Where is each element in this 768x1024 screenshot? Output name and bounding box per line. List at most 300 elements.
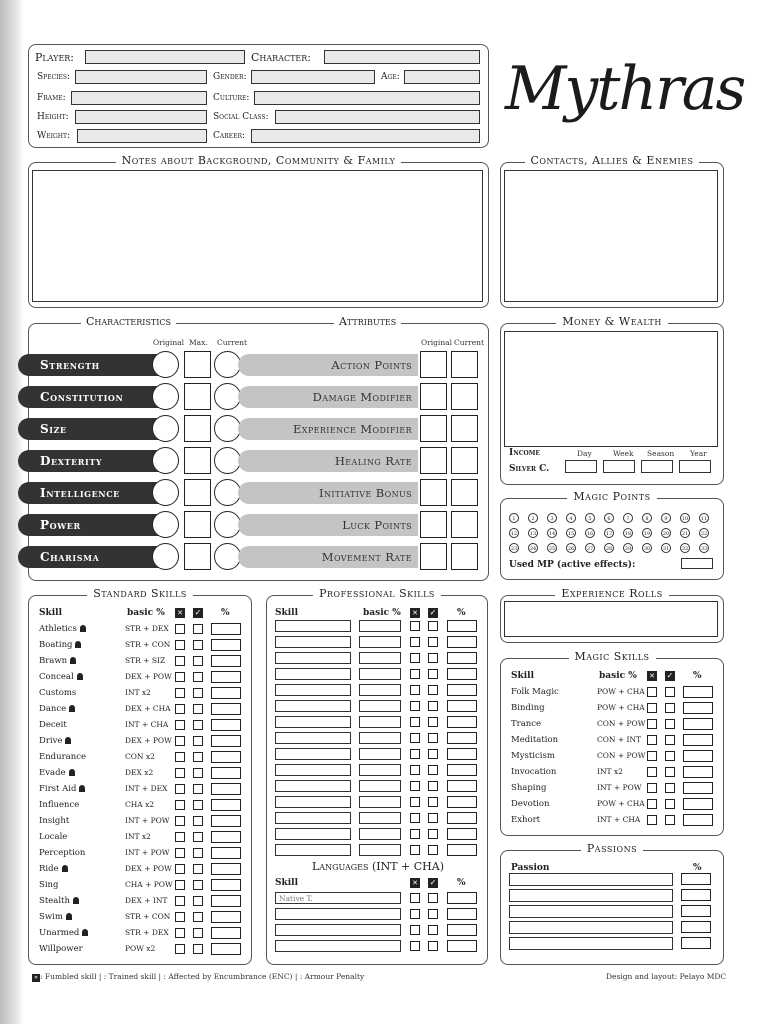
skill-percent-field[interactable]	[211, 943, 241, 955]
fumbled-checkbox[interactable]	[175, 768, 185, 778]
culture-label: Culture:	[213, 93, 250, 103]
skill-percent-field[interactable]	[211, 735, 241, 747]
skill-percent-field[interactable]	[211, 863, 241, 875]
trained-checkbox[interactable]	[193, 800, 203, 810]
skill-percent-field[interactable]	[211, 639, 241, 651]
characteristic-max-field[interactable]	[184, 351, 211, 378]
attribute-current-field[interactable]	[451, 351, 478, 378]
attribute-original-field[interactable]	[420, 447, 447, 474]
skill-percent-field[interactable]	[211, 927, 241, 939]
skill-percent-field[interactable]	[211, 895, 241, 907]
trained-checkbox[interactable]	[428, 845, 438, 855]
professional-skill-basic-field[interactable]	[359, 716, 401, 728]
skill-percent-field[interactable]	[447, 780, 477, 792]
skill-percent-field[interactable]	[447, 748, 477, 760]
characteristic-max-field[interactable]	[184, 447, 211, 474]
magic-point-circle[interactable]: 5	[585, 513, 595, 523]
experience-rolls-field[interactable]	[504, 601, 718, 637]
trained-checkbox[interactable]	[428, 829, 438, 839]
trained-checkbox[interactable]	[428, 893, 438, 903]
fumbled-checkbox[interactable]	[647, 735, 657, 745]
magic-point-circle[interactable]: 32	[680, 543, 690, 553]
fumbled-checkbox[interactable]	[647, 783, 657, 793]
magic-point-circle[interactable]: 7	[623, 513, 633, 523]
magic-point-circle[interactable]: 30	[642, 543, 652, 553]
standard-skill-row	[39, 704, 75, 720]
magic-point-circle[interactable]: 3	[547, 513, 557, 523]
attribute-original-field[interactable]	[420, 351, 447, 378]
used-mp-field[interactable]	[681, 558, 713, 569]
skill-percent-field[interactable]	[211, 623, 241, 635]
language-name-field[interactable]	[275, 908, 401, 920]
skill-percent-field[interactable]	[683, 686, 713, 698]
trained-checkbox[interactable]	[665, 815, 675, 825]
skill-percent-field[interactable]	[683, 718, 713, 730]
fumbled-checkbox[interactable]	[410, 781, 420, 791]
professional-skill-name-field[interactable]	[275, 620, 351, 632]
professional-skill-name-field[interactable]	[275, 636, 351, 648]
magic-point-circle[interactable]: 15	[566, 528, 576, 538]
skill-percent-field[interactable]	[447, 940, 477, 952]
trained-checkbox[interactable]	[193, 704, 203, 714]
trained-checkbox[interactable]	[193, 768, 203, 778]
fumbled-checkbox[interactable]	[647, 815, 657, 825]
trained-checkbox[interactable]	[193, 864, 203, 874]
magic-point-circle[interactable]: 9	[661, 513, 671, 523]
passion-percent-field[interactable]	[681, 905, 711, 917]
skill-percent-field[interactable]	[683, 782, 713, 794]
fumbled-checkbox[interactable]	[647, 767, 657, 777]
culture-field[interactable]	[254, 91, 480, 105]
magic-point-circle[interactable]: 26	[566, 543, 576, 553]
characteristic-max-field[interactable]	[184, 543, 211, 570]
trained-checkbox[interactable]	[428, 653, 438, 663]
professional-skill-basic-field[interactable]	[359, 780, 401, 792]
fumbled-checkbox[interactable]	[410, 653, 420, 663]
magic-point-circle[interactable]: 27	[585, 543, 595, 553]
trained-checkbox[interactable]	[193, 848, 203, 858]
gender-field[interactable]	[251, 70, 375, 84]
skill-percent-field[interactable]	[447, 684, 477, 696]
trained-checkbox[interactable]	[193, 816, 203, 826]
weight-field[interactable]	[77, 129, 207, 143]
species-field[interactable]	[75, 70, 207, 84]
skill-percent-field[interactable]	[447, 700, 477, 712]
magic-point-circle[interactable]: 12	[509, 528, 519, 538]
characteristic-current-field[interactable]	[214, 447, 241, 474]
passion-percent-field[interactable]	[681, 921, 711, 933]
magic-point-circle[interactable]: 13	[528, 528, 538, 538]
trained-checkbox[interactable]	[665, 751, 675, 761]
fumbled-checkbox[interactable]	[410, 637, 420, 647]
characteristic-current-field[interactable]	[214, 479, 241, 506]
magic-point-circle[interactable]: 17	[604, 528, 614, 538]
professional-skill-basic-field[interactable]	[359, 668, 401, 680]
fumbled-checkbox[interactable]	[175, 928, 185, 938]
professional-skill-name-field[interactable]	[275, 812, 351, 824]
professional-skill-basic-field[interactable]	[359, 620, 401, 632]
skill-percent-field[interactable]	[683, 750, 713, 762]
skill-percent-field[interactable]	[683, 814, 713, 826]
fumbled-checkbox[interactable]	[410, 925, 420, 935]
fumbled-checkbox[interactable]	[175, 736, 185, 746]
fumbled-checkbox[interactable]	[410, 909, 420, 919]
trained-checkbox[interactable]	[665, 703, 675, 713]
characteristic-original-field[interactable]	[152, 383, 179, 410]
attribute-current-field[interactable]	[451, 447, 478, 474]
magic-point-circle[interactable]: 24	[528, 543, 538, 553]
professional-skill-name-field[interactable]	[275, 844, 351, 856]
trained-checkbox[interactable]	[428, 733, 438, 743]
skill-name: Deceit	[39, 720, 67, 730]
fumbled-checkbox[interactable]	[175, 832, 185, 842]
fumbled-checkbox[interactable]	[175, 864, 185, 874]
encumbrance-icon	[69, 769, 75, 776]
trained-checkbox[interactable]	[428, 701, 438, 711]
characteristic-original-field[interactable]	[152, 415, 179, 442]
trained-checkbox[interactable]	[665, 735, 675, 745]
fumbled-checkbox[interactable]	[410, 701, 420, 711]
skill-percent-field[interactable]	[211, 703, 241, 715]
attribute-original-field[interactable]	[420, 415, 447, 442]
characteristic-original-field[interactable]	[152, 543, 179, 570]
trained-checkbox[interactable]	[428, 669, 438, 679]
silver-season-field[interactable]	[641, 460, 673, 473]
magic-point-circle[interactable]: 31	[661, 543, 671, 553]
native-tongue-label: Native T.	[279, 894, 313, 903]
fumbled-checkbox[interactable]	[410, 941, 420, 951]
trained-icon: ✓	[666, 671, 674, 680]
trained-checkbox[interactable]	[428, 685, 438, 695]
attribute-original-field[interactable]	[420, 511, 447, 538]
fumbled-checkbox[interactable]	[175, 784, 185, 794]
magic-point-circle[interactable]: 8	[642, 513, 652, 523]
characteristic-current-field[interactable]	[214, 351, 241, 378]
trained-checkbox[interactable]	[193, 832, 203, 842]
standard-skills-title: Standard Skills	[87, 587, 193, 600]
trained-checkbox[interactable]	[193, 784, 203, 794]
trained-checkbox[interactable]	[428, 813, 438, 823]
fumbled-checkbox[interactable]	[410, 685, 420, 695]
silver-day-field[interactable]	[565, 460, 597, 473]
fumbled-checkbox[interactable]	[175, 848, 185, 858]
magic-point-circle[interactable]: 33	[699, 543, 709, 553]
trained-checkbox[interactable]	[193, 688, 203, 698]
trained-checkbox[interactable]	[428, 925, 438, 935]
magic-point-circle[interactable]: 23	[509, 543, 519, 553]
skill-name: Brawn	[39, 656, 68, 666]
professional-skill-name-field[interactable]	[275, 668, 351, 680]
attribute-current-field[interactable]	[451, 543, 478, 570]
skill-percent-field[interactable]	[447, 764, 477, 776]
fumbled-checkbox[interactable]	[175, 624, 185, 634]
professional-skill-name-field[interactable]	[275, 764, 351, 776]
magic-point-circle[interactable]: 20	[661, 528, 671, 538]
characteristic-max-field[interactable]	[184, 415, 211, 442]
skill-percent-field[interactable]	[211, 655, 241, 667]
notes-title: Notes about Background, Community & Family	[116, 154, 402, 167]
language-name-field[interactable]	[275, 940, 401, 952]
passion-percent-field[interactable]	[681, 889, 711, 901]
magic-point-circle[interactable]: 10	[680, 513, 690, 523]
attribute-original-field[interactable]	[420, 479, 447, 506]
professional-skill-basic-field[interactable]	[359, 796, 401, 808]
standard-skill-row	[39, 896, 79, 912]
fumbled-checkbox[interactable]	[175, 656, 185, 666]
trained-checkbox[interactable]	[193, 880, 203, 890]
fumbled-checkbox[interactable]	[175, 944, 185, 954]
skill-percent-field[interactable]	[211, 911, 241, 923]
trained-checkbox[interactable]	[193, 928, 203, 938]
professional-skill-basic-field[interactable]	[359, 652, 401, 664]
notes-field[interactable]	[32, 170, 483, 302]
lang-pct-header: %	[457, 878, 466, 888]
fumbled-checkbox[interactable]	[410, 669, 420, 679]
fumbled-checkbox[interactable]	[647, 799, 657, 809]
trained-checkbox[interactable]	[665, 719, 675, 729]
fumbled-checkbox[interactable]	[175, 816, 185, 826]
species-label: Species:	[37, 72, 71, 82]
passion-name-field[interactable]	[509, 905, 673, 918]
characteristic-original-field[interactable]	[152, 351, 179, 378]
magic-point-circle[interactable]: 29	[623, 543, 633, 553]
professional-skill-name-field[interactable]	[275, 684, 351, 696]
skill-percent-field[interactable]	[211, 831, 241, 843]
player-field[interactable]	[85, 50, 245, 64]
characteristic-original-field[interactable]	[152, 511, 179, 538]
trained-checkbox[interactable]	[193, 944, 203, 954]
fumbled-checkbox[interactable]	[410, 765, 420, 775]
magic-point-circle[interactable]: 22	[699, 528, 709, 538]
attribute-original-field[interactable]	[420, 383, 447, 410]
skill-percent-field[interactable]	[447, 668, 477, 680]
fumbled-checkbox[interactable]	[647, 703, 657, 713]
fumbled-icon: ✕	[33, 975, 39, 981]
fumbled-checkbox[interactable]	[175, 752, 185, 762]
fumbled-checkbox[interactable]	[410, 893, 420, 903]
height-field[interactable]	[75, 110, 207, 124]
professional-skill-basic-field[interactable]	[359, 700, 401, 712]
silver-week-field[interactable]	[603, 460, 635, 473]
skill-percent-field[interactable]	[447, 796, 477, 808]
skill-percent-field[interactable]	[211, 783, 241, 795]
fumbled-checkbox[interactable]	[175, 720, 185, 730]
magic-point-circle[interactable]: 2	[528, 513, 538, 523]
fumbled-checkbox[interactable]	[410, 813, 420, 823]
fumbled-checkbox[interactable]	[647, 687, 657, 697]
fumbled-checkbox[interactable]	[410, 749, 420, 759]
professional-skill-name-field[interactable]	[275, 700, 351, 712]
passion-name-field[interactable]	[509, 921, 673, 934]
magic-skills-panel	[500, 650, 724, 836]
characteristic-max-field[interactable]	[184, 383, 211, 410]
skill-percent-field[interactable]	[211, 719, 241, 731]
skill-percent-field[interactable]	[211, 799, 241, 811]
fumbled-checkbox[interactable]	[175, 704, 185, 714]
magic-point-circle[interactable]: 18	[623, 528, 633, 538]
skill-percent-field[interactable]	[211, 687, 241, 699]
trained-checkbox[interactable]	[428, 781, 438, 791]
magic-point-circle[interactable]: 4	[566, 513, 576, 523]
character-field[interactable]	[324, 50, 480, 64]
attribute-original-field[interactable]	[420, 543, 447, 570]
trained-checkbox[interactable]	[428, 797, 438, 807]
skill-percent-field[interactable]	[447, 812, 477, 824]
trained-checkbox[interactable]	[665, 783, 675, 793]
characteristic-original-field[interactable]	[152, 447, 179, 474]
professional-skill-name-field[interactable]	[275, 716, 351, 728]
silver-label: Silver C.	[509, 464, 550, 474]
professional-skill-name-field[interactable]	[275, 828, 351, 840]
standard-skill-row	[39, 800, 79, 816]
fumbled-checkbox[interactable]	[410, 717, 420, 727]
skill-percent-field[interactable]	[211, 767, 241, 779]
professional-skill-name-field[interactable]	[275, 732, 351, 744]
passion-name-field[interactable]	[509, 937, 673, 950]
skill-percent-field[interactable]	[683, 702, 713, 714]
professional-skill-name-field[interactable]	[275, 796, 351, 808]
social-class-field[interactable]	[275, 110, 480, 124]
skill-name: Conceal	[39, 672, 74, 682]
skill-name: Unarmed	[39, 928, 80, 938]
passion-percent-field[interactable]	[681, 873, 711, 885]
trained-checkbox[interactable]	[428, 765, 438, 775]
fumbled-checkbox[interactable]	[175, 672, 185, 682]
magic-point-circle[interactable]: 25	[547, 543, 557, 553]
trained-checkbox[interactable]	[665, 799, 675, 809]
career-field[interactable]	[251, 129, 480, 143]
money-field[interactable]	[504, 331, 718, 447]
trained-checkbox[interactable]	[193, 752, 203, 762]
trained-checkbox[interactable]	[193, 672, 203, 682]
trained-checkbox[interactable]	[428, 749, 438, 759]
skill-percent-field[interactable]	[211, 671, 241, 683]
trained-checkbox[interactable]	[665, 687, 675, 697]
encumbrance-icon	[65, 737, 71, 744]
fumbled-checkbox[interactable]	[410, 797, 420, 807]
trained-checkbox[interactable]	[428, 941, 438, 951]
trained-checkbox[interactable]	[193, 640, 203, 650]
professional-skill-name-field[interactable]	[275, 652, 351, 664]
language-name-field[interactable]	[275, 924, 401, 936]
skill-percent-field[interactable]	[447, 924, 477, 936]
skill-basic: DEX x2	[125, 768, 154, 777]
skill-percent-field[interactable]	[683, 766, 713, 778]
magic-point-circle[interactable]: 21	[680, 528, 690, 538]
skill-percent-field[interactable]	[211, 751, 241, 763]
skill-percent-field[interactable]	[447, 636, 477, 648]
professional-skill-basic-field[interactable]	[359, 828, 401, 840]
characteristic-current-field[interactable]	[214, 383, 241, 410]
skill-percent-field[interactable]	[447, 828, 477, 840]
passion-percent-field[interactable]	[681, 937, 711, 949]
trained-checkbox[interactable]	[428, 637, 438, 647]
passion-name-field[interactable]	[509, 873, 673, 886]
fumbled-checkbox[interactable]	[175, 880, 185, 890]
skill-percent-field[interactable]	[447, 652, 477, 664]
attribute-current-field[interactable]	[451, 479, 478, 506]
characteristic-current-field[interactable]	[214, 511, 241, 538]
fumbled-checkbox[interactable]	[175, 896, 185, 906]
fumbled-checkbox[interactable]	[410, 733, 420, 743]
attribute-current-field[interactable]	[451, 511, 478, 538]
trained-checkbox[interactable]	[193, 896, 203, 906]
skill-percent-field[interactable]	[447, 716, 477, 728]
magic-point-circle[interactable]: 19	[642, 528, 652, 538]
skill-percent-field[interactable]	[211, 847, 241, 859]
professional-skill-name-field[interactable]	[275, 748, 351, 760]
trained-checkbox[interactable]	[665, 767, 675, 777]
passion-name-field[interactable]	[509, 889, 673, 902]
professional-skill-basic-field[interactable]	[359, 844, 401, 856]
fumbled-checkbox[interactable]	[175, 912, 185, 922]
skill-percent-field[interactable]	[447, 620, 477, 632]
fumbled-checkbox[interactable]	[175, 800, 185, 810]
fumbled-checkbox[interactable]	[175, 640, 185, 650]
magic-point-circle[interactable]: 16	[585, 528, 595, 538]
skill-percent-field[interactable]	[447, 908, 477, 920]
skill-percent-field[interactable]	[447, 892, 477, 904]
magic-point-circle[interactable]: 11	[699, 513, 709, 523]
skill-percent-field[interactable]	[683, 798, 713, 810]
trained-checkbox[interactable]	[193, 656, 203, 666]
skill-percent-field[interactable]	[447, 844, 477, 856]
professional-skill-name-field[interactable]	[275, 780, 351, 792]
skill-percent-field[interactable]	[683, 734, 713, 746]
skill-percent-field[interactable]	[211, 879, 241, 891]
professional-skill-basic-field[interactable]	[359, 764, 401, 776]
professional-skill-basic-field[interactable]	[359, 812, 401, 824]
trained-checkbox[interactable]	[428, 717, 438, 727]
magic-point-circle[interactable]: 28	[604, 543, 614, 553]
frame-field[interactable]	[71, 91, 207, 105]
age-field[interactable]	[404, 70, 480, 84]
professional-skill-basic-field[interactable]	[359, 684, 401, 696]
skill-percent-field[interactable]	[211, 815, 241, 827]
fumbled-checkbox[interactable]	[410, 621, 420, 631]
magic-point-circle[interactable]: 14	[547, 528, 557, 538]
contacts-field[interactable]	[504, 170, 718, 302]
characteristic-current-field[interactable]	[214, 543, 241, 570]
fumbled-checkbox[interactable]	[647, 751, 657, 761]
characteristic-max-field[interactable]	[184, 511, 211, 538]
encumbrance-icon	[80, 625, 86, 632]
fumbled-checkbox[interactable]	[175, 688, 185, 698]
magic-point-circle[interactable]: 1	[509, 513, 519, 523]
professional-skill-basic-field[interactable]	[359, 748, 401, 760]
silver-year-field[interactable]	[679, 460, 711, 473]
professional-skill-basic-field[interactable]	[359, 732, 401, 744]
trained-checkbox[interactable]	[428, 621, 438, 631]
trained-checkbox[interactable]	[193, 720, 203, 730]
fumbled-checkbox[interactable]	[647, 719, 657, 729]
trained-checkbox[interactable]	[193, 912, 203, 922]
skill-percent-field[interactable]	[447, 732, 477, 744]
characteristic-max-field[interactable]	[184, 479, 211, 506]
skill-name: Willpower	[39, 944, 83, 954]
trained-checkbox[interactable]	[193, 736, 203, 746]
trained-checkbox[interactable]	[428, 909, 438, 919]
fumbled-checkbox[interactable]	[410, 829, 420, 839]
trained-checkbox[interactable]	[193, 624, 203, 634]
magic-point-circle[interactable]: 6	[604, 513, 614, 523]
characteristic-original-field[interactable]	[152, 479, 179, 506]
attribute-current-field[interactable]	[451, 383, 478, 410]
professional-skill-basic-field[interactable]	[359, 636, 401, 648]
fumbled-checkbox[interactable]	[410, 845, 420, 855]
attribute-current-field[interactable]	[451, 415, 478, 442]
characteristic-current-field[interactable]	[214, 415, 241, 442]
